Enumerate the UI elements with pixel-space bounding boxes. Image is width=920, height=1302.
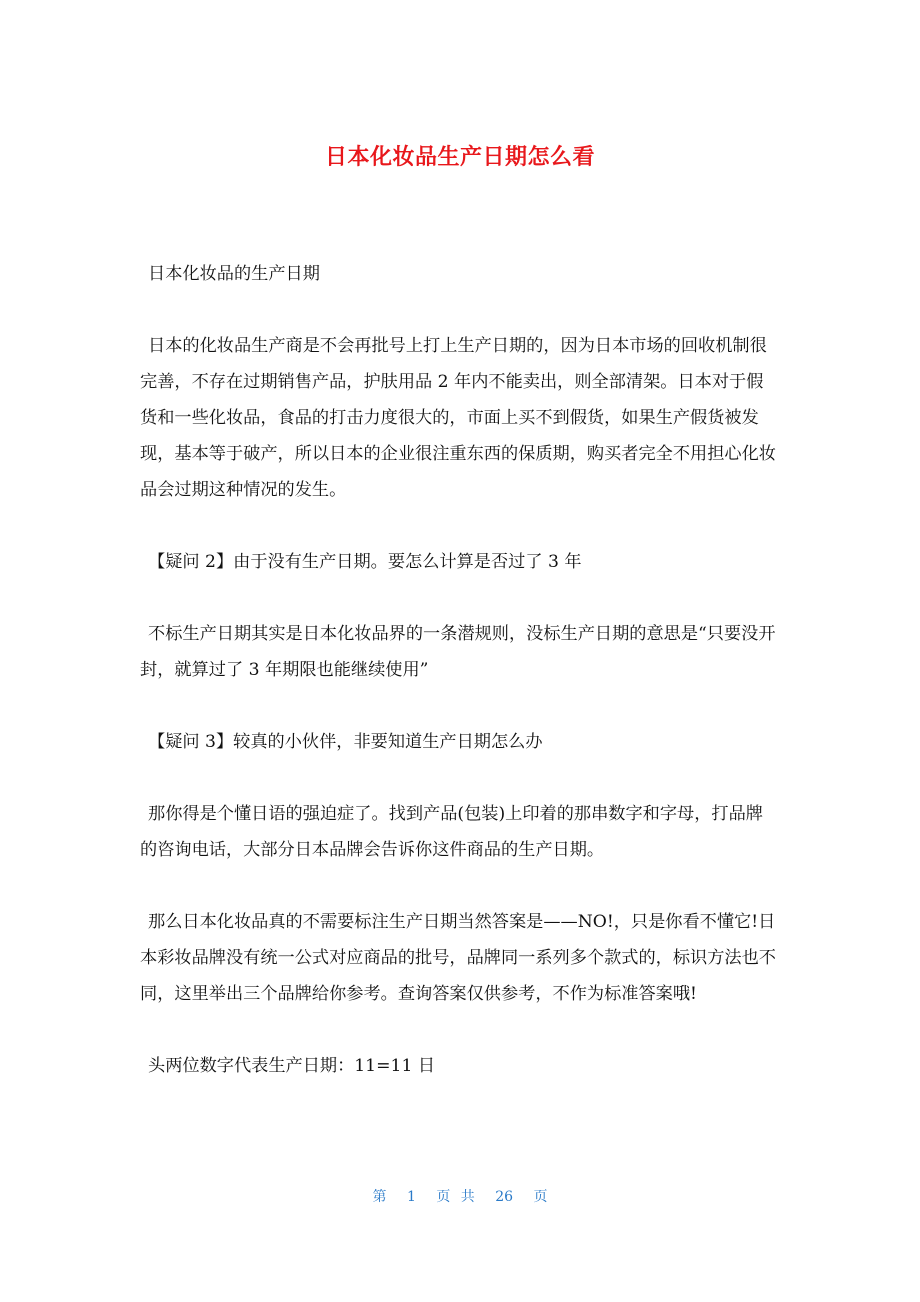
- paragraph-6: 那你得是个懂日语的强迫症了。找到产品(包装)上印着的那串数字和字母，打品牌的咨询电话，大部分日本品牌会告诉你这件商品的生产日期。: [140, 804, 763, 860]
- paragraph-8: 头两位数字代表生产日期：11=11 日: [148, 1056, 436, 1076]
- paragraph-5: 【疑问 3】较真的小伙伴，非要知道生产日期怎么办: [148, 732, 543, 752]
- footer-middle: 页 共: [436, 1189, 475, 1205]
- document-body: [140, 256, 780, 1120]
- document-title: 日本化妆品生产日期怎么看: [324, 145, 595, 170]
- footer-total-pages: 26: [495, 1189, 514, 1205]
- footer-current-page: 1: [406, 1189, 416, 1205]
- paragraph-1: 日本化妆品的生产日期: [148, 264, 320, 284]
- paragraph-4: 不标生产日期其实是日本化妆品界的一条潜规则，没标生产日期的意思是“只要没开封，就算过了 3 年期限也能继续使用”: [140, 624, 776, 680]
- paragraph-2: 日本的化妆品生产商是不会再批号上打上生产日期的，因为日本市场的回收机制很完善，不存在过期销售产品，护肤用品 2 年内不能卖出，则全部清架。日本对于假货和一些化妆品，食品的打击力度很大的，市面上买不到假货，如果生产假货被发现，基本等于破产，所以日本的企业很注重东西的保质期，购买者完全不用担心化妆品会过期这种情况的发生。: [140, 336, 776, 500]
- paragraph-3: 【疑问 2】由于没有生产日期。要怎么计算是否过了 3 年: [148, 552, 582, 572]
- footer-suffix: 页: [533, 1189, 548, 1205]
- paragraph-7: 那么日本化妆品真的不需要标注生产日期当然答案是——NO!，只是你看不懂它!日本彩妆品牌没有统一公式对应商品的批号，品牌同一系列多个款式的，标识方法也不同，这里举出三个品牌给你参考。查询答案仅供参考，不作为标准答案哦!: [140, 912, 776, 1004]
- footer-prefix: 第: [372, 1189, 387, 1205]
- page-number-footer: [0, 1186, 920, 1206]
